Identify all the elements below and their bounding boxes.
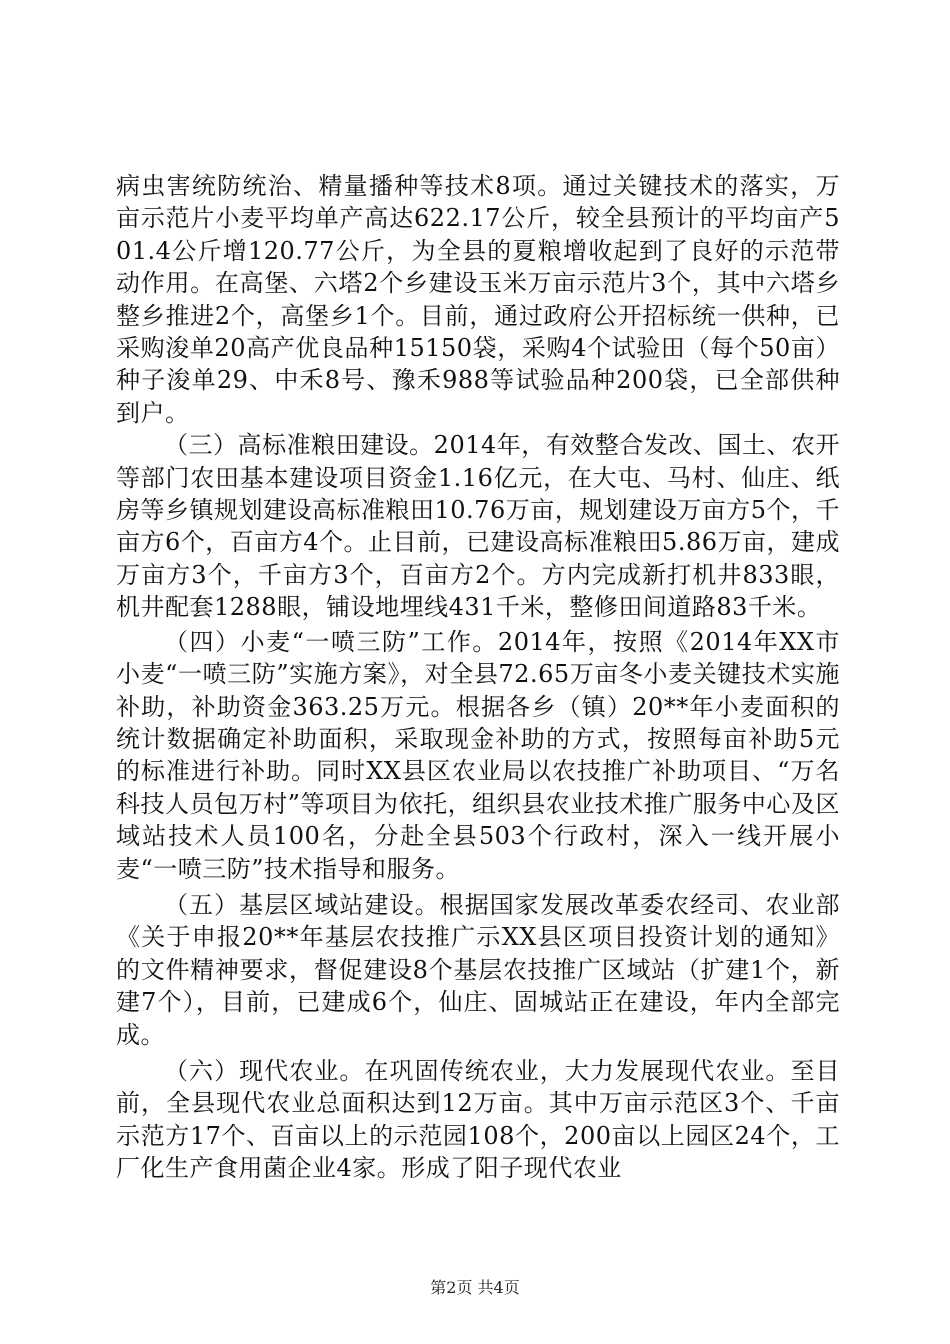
- paragraph-grassroots-stations: （五）基层区域站建设。根据国家发展改革委农经司、农业部《关于申报20**年基层农技推广示XX县区项目投资计划的通知》的文件精神要求，督促建设8个基层农技推广区域站（扩建1个，新建7个），目前，已建成6个，仙庄、固城站正在建设，年内全部完成。: [116, 890, 840, 1049]
- page-number-footer: 第2页 共4页: [430, 1278, 520, 1297]
- paragraph-continuation: 病虫害统防统治、精量播种等技术8项。通过关键技术的落实，万亩示范片小麦平均单产高达622.17公斤，较全县预计的平均亩产501.4公斤增120.77公斤，为全县的夏粮增收起到了良好的示范带动作用。在高堡、六塔2个乡建设玉米万亩示范片3个，其中六塔乡整乡推进2个，高堡乡1个。目前，通过政府公开招标统一供种，已采购浚单20高产优良品种15150袋，采购4个试验田（每个50亩）种子浚单29、中禾8号、豫禾988等试验品种200袋，已全部供种到户。: [116, 172, 840, 427]
- paragraph-wheat-spray-program: （四）小麦“一喷三防”工作。2014年，按照《2014年XX市小麦“一喷三防”实施方案》，对全县72.65万亩冬小麦关键技术实施补助，补助资金363.25万元。根据各乡（镇）20**年小麦面积的统计数据确定补助面积，采取现金补助的方式，按照每亩补助5元的标准进行补助。同时XX县区农业局以农技推广补助项目、“万名科技人员包万村”等项目为依托，组织县农业技术推广服务中心及区域站技术人员100名，分赴全县503个行政村，深入一线开展小麦“一喷三防”技术指导和服务。: [116, 627, 840, 883]
- paragraph-high-standard-fields: （三）高标准粮田建设。2014年，有效整合发改、国土、农开等部门农田基本建设项目资金1.16亿元，在大屯、马村、仙庄、纸房等乡镇规划建设高标准粮田10.76万亩，规划建设万亩方5个，千亩方6个，百亩方4个。止目前，已建设高标准粮田5.86万亩，建成万亩方3个，千亩方3个，百亩方2个。方内完成新打机井833眼，机井配套1288眼，铺设地埋线431千米，整修田间道路83千米。: [116, 431, 840, 622]
- paragraph-modern-agriculture: （六）现代农业。在巩固传统农业，大力发展现代农业。至目前，全县现代农业总面积达到12万亩。其中万亩示范区3个、千亩示范方17个、百亩以上的示范园108个，200亩以上园区24个，工厂化生产食用菌企业4家。形成了阳子现代农业: [116, 1056, 840, 1183]
- document-body: [116, 170, 840, 1185]
